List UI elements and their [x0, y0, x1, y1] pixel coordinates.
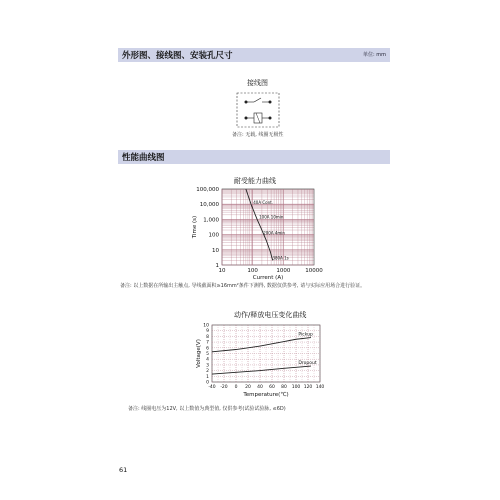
- x-tick-label: 60: [269, 385, 275, 390]
- chart2-title: 动作/释放电压变化曲线: [234, 311, 307, 319]
- x-tick-label: -20: [220, 385, 228, 390]
- y-tick-label: 5: [206, 352, 209, 357]
- wiring-note: 备注: 无载, 线圈无极性: [232, 132, 284, 138]
- chart2-note: 备注: 线圈电压为12V, 以上数值为典型值, 仅供参考(试验试验脉, ≤6D): [128, 406, 286, 412]
- y-axis-label: Voltage(V): [196, 339, 202, 368]
- y-tick-label: 9: [206, 329, 209, 335]
- x-tick-label: 100: [291, 385, 301, 390]
- y-tick-label: 8: [206, 334, 209, 340]
- x-tick-label: 10: [218, 268, 226, 274]
- y-tick-label: 10,000: [199, 202, 219, 209]
- page-number: 61: [119, 466, 128, 474]
- y-tick-label: 4: [206, 357, 209, 363]
- x-tick-label: -40: [208, 385, 216, 390]
- series-label: Pickup: [298, 332, 313, 338]
- unit-label: 单位: mm: [362, 52, 386, 58]
- x-tick-label: 120: [303, 385, 313, 390]
- y-tick-label: 0: [206, 380, 209, 386]
- y-tick-label: 1,000: [203, 217, 219, 224]
- section-title: 外形图、接线图、安装孔尺寸: [122, 51, 233, 61]
- y-tick-label: 1: [206, 374, 209, 380]
- y-tick-label: 6: [206, 346, 209, 352]
- series-label: Dropout: [298, 361, 317, 367]
- x-tick-label: 20: [245, 385, 251, 390]
- wiring-title: 接线图: [247, 79, 268, 87]
- y-tick-label: 100,000: [196, 187, 219, 193]
- x-tick-label: 0: [234, 385, 238, 390]
- y-axis-label: Time (s): [192, 215, 198, 239]
- y-tick-label: 2: [206, 369, 209, 375]
- curve-annotation: 200A 4min: [263, 230, 285, 236]
- chart1-title: 耐受能力曲线: [234, 177, 276, 185]
- x-tick-label: 80: [281, 385, 287, 390]
- x-tick-label: 1000: [276, 268, 291, 274]
- curve-annotation: 40A Cont.: [253, 199, 273, 205]
- section-title: 性能曲线图: [122, 153, 165, 163]
- curve-annotation: 380A 1s: [272, 255, 289, 261]
- chart1-note: 备注: 以上数据在所输出主触点, 导线截面积≥16mm²条件下测得, 数据仅供参考, 请与实际应用场合进行验证。: [120, 283, 366, 289]
- y-tick-label: 10: [203, 323, 209, 329]
- x-axis-label: Current (A): [252, 275, 284, 281]
- y-tick-label: 10: [212, 247, 219, 254]
- x-tick-label: 10000: [305, 268, 323, 274]
- x-axis-label: Temperature(℃): [243, 392, 289, 398]
- y-tick-label: 1: [215, 263, 219, 269]
- y-tick-label: 100: [208, 232, 219, 239]
- x-tick-label: 140: [315, 385, 325, 390]
- y-tick-label: 3: [206, 363, 209, 369]
- curve-annotation: 100A 10min: [259, 214, 284, 220]
- y-tick-label: 7: [206, 340, 209, 346]
- x-tick-label: 40: [257, 385, 263, 390]
- x-tick-label: 100: [247, 268, 258, 274]
